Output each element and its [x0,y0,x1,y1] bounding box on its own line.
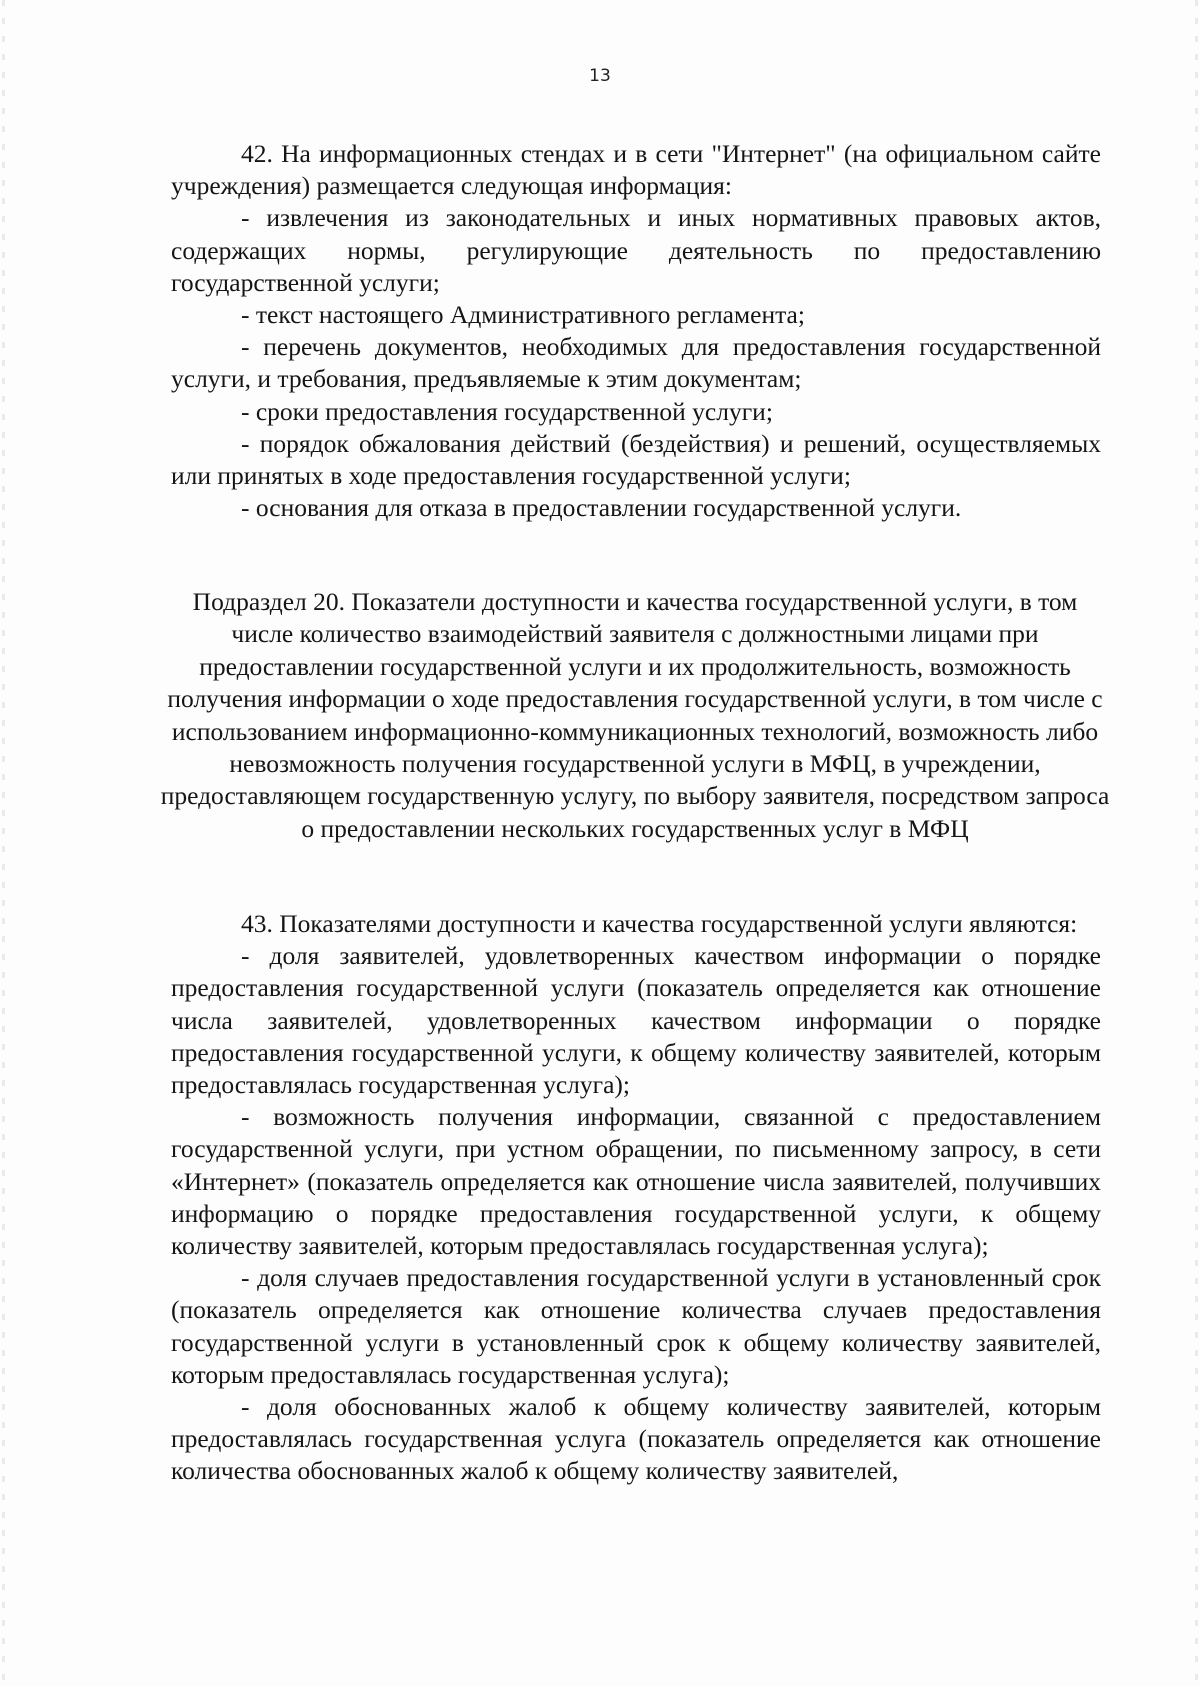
list-item: - доля заявителей, удовлетворенных качеством информации о порядке предоставления государственной услуги (показатель определяется как отношение числа заявителей, удовлетворенных качеством информации о порядке предоставления государственной услуги, к общему количеству заявителей, которым предоставлялась государственная услуга); [171,941,1101,1100]
list-item: - перечень документов, необходимых для предоставления государственной услуги, и требования, предъявляемые к этим документам; [171,332,1101,394]
section-43 [171,908,1101,1488]
page-number: 13 [589,66,611,86]
paragraph-42-intro: 42. На информационных стендах и в сети "Интернет" (на официальном сайте учреждения) размещается следующая информация: [171,139,1101,201]
scan-edge-right [1195,0,1198,1686]
list-item: - извлечения из законодательных и иных нормативных правовых актов, содержащих нормы, регулирующие деятельность по предоставлению государственной услуги; [171,203,1101,297]
list-item: - доля обоснованных жалоб к общему количеству заявителей, которым предоставлялась государственная услуга (показатель определяется как отношение количества обоснованных жалоб к общему количеству заявителей, [171,1392,1101,1486]
scan-edge-left [2,0,5,1686]
subsection-heading: Подраздел 20. Показатели доступности и качества государственной услуги, в том числе количество взаимодействий заявителя с должностными лицами при предоставлении государственной услуги и их продолжительность, возможность получения информации о ходе предоставления государственной услуги, в том числе с использованием информационно-коммуникационных технологий, возможность либо невозможность получения государственной услуги в МФЦ, в учреждении, предоставляющем государственную услугу, по выбору заявителя, посредством запроса о предоставлении нескольких государственных услуг в МФЦ [160,587,1110,843]
list-item: - сроки предоставления государственной услуги; [241,396,773,426]
list-item: - основания для отказа в предоставлении государственной услуги. [241,493,962,523]
list-item: - порядок обжалования действий (бездействия) и решений, осуществляемых или принятых в ходе предоставления государственной услуги; [171,428,1101,491]
section-42 [171,138,1101,524]
list-item: - текст настоящего Административного регламента; [241,300,805,330]
list-item: - возможность получения информации, связанной с предоставлением государственной услуги, при устном обращении, по письменному запросу, в сети «Интернет» (показатель определяется как отношение числа заявителей, получивших информацию о порядке предоставления государственной услуги, к общему количеству заявителей, которым предоставлялась государственная услуга); [171,1102,1101,1261]
paragraph-43-intro: 43. Показателями доступности и качества государственной услуги являются: [241,909,1078,938]
list-item: - доля случаев предоставления государственной услуги в установленный срок (показатель определяется как отношение количества случаев предоставления государственной услуги в установленный срок к общему количеству заявителей, которым предоставлялась государственная услуга); [171,1263,1101,1389]
